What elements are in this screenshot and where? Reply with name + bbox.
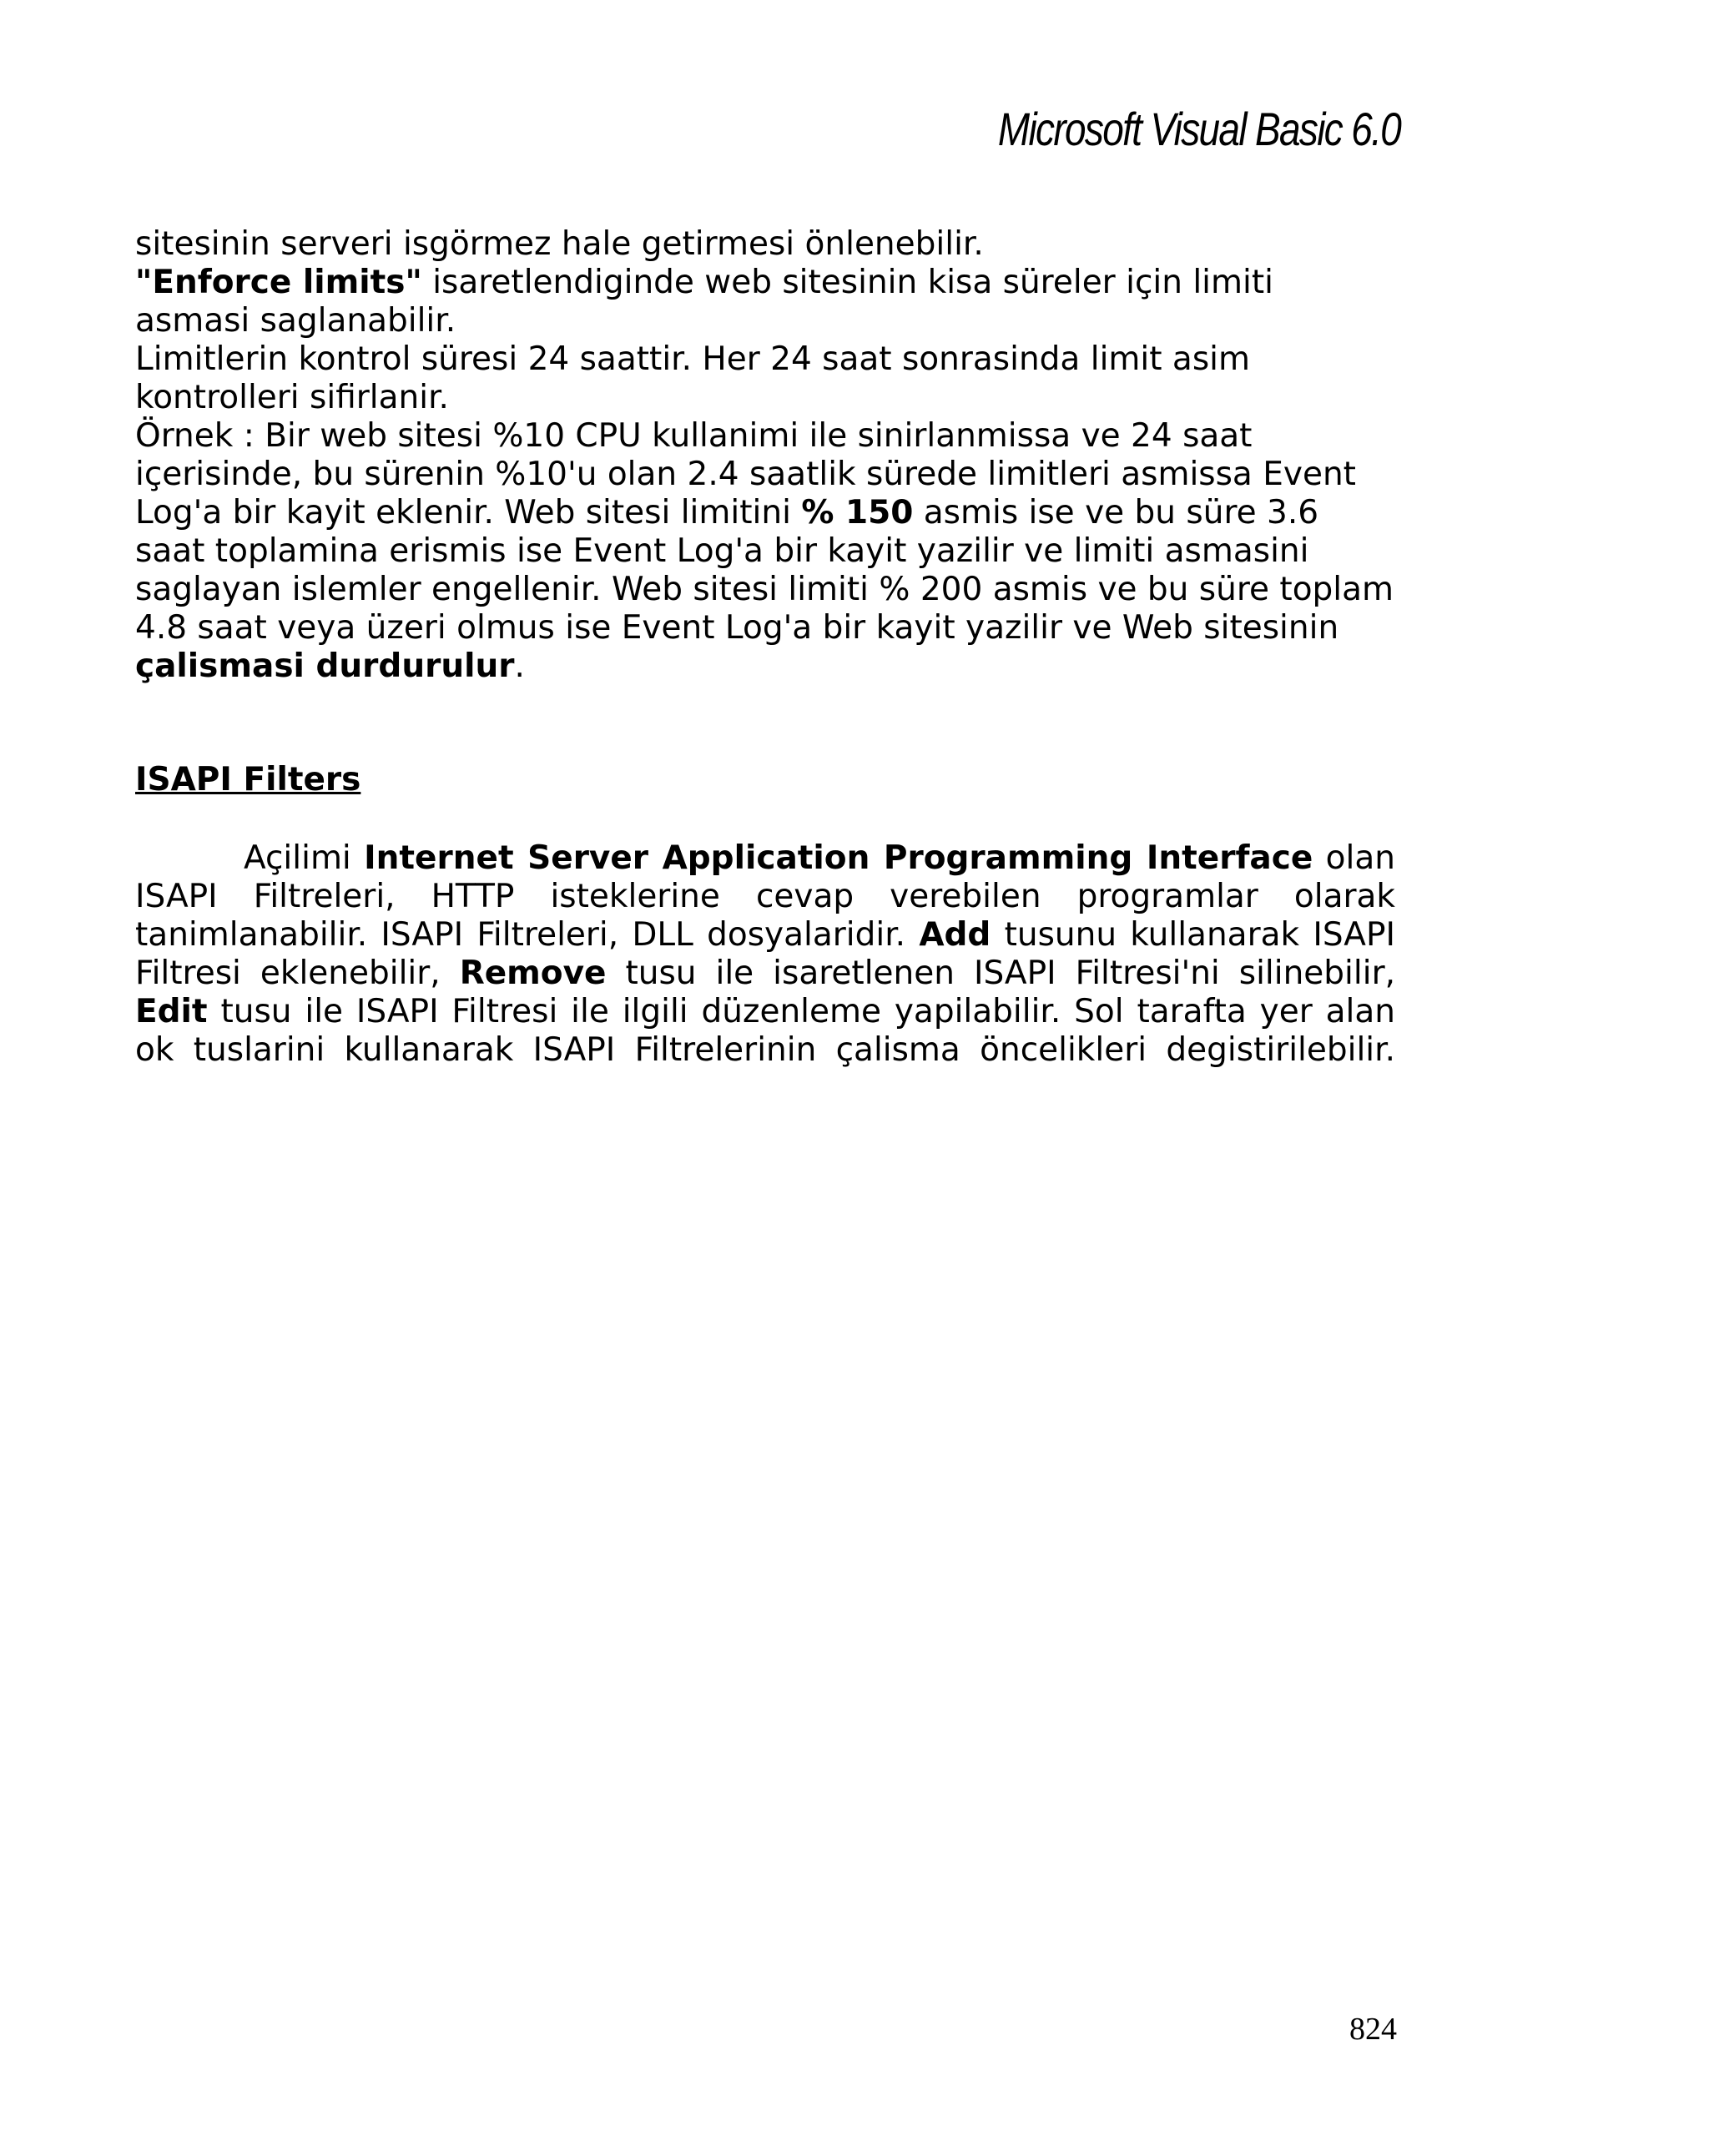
isapi-text-3: tusu ile isaretlenen ISAPI Filtresi'ni silinebilir,	[606, 955, 1395, 992]
page-number: 824	[1349, 2012, 1397, 2047]
example-text-end: .	[514, 647, 525, 685]
edit-button-label: Edit	[135, 993, 208, 1030]
enforce-limits-text: isaretlendiginde web sitesinin kisa süreler için limiti asmasi saglanabilir.	[135, 264, 1273, 340]
paragraph-limit-reset: Limitlerin kontrol süresi 24 saattir. Her 24 saat sonrasinda limit asim kontrolleri sifirlanir.	[135, 340, 1250, 416]
example-text-2: asmis ise ve bu süre 3.6 saat toplamina erismis ise Event Log'a bir kayit yazilir ve limiti asmasini saglayan islemler engellenir. Web sitesi limiti % 200 asmis ve bu süre toplam 4.8 saat veya üzeri olmus ise Event Log'a bir kayit yazilir ve Web sitesinin	[135, 494, 1394, 647]
limits-text-block	[135, 225, 1395, 686]
isapi-text-1: olan ISAPI Filtreleri, HTTP isteklerine cevap verebilen programlar olarak tanimlanabilir. ISAPI Filtreleri, DLL dosyalaridir.	[135, 839, 1395, 954]
paragraph-enforce-limits	[135, 264, 1395, 340]
isapi-acronym-expansion: Internet Server Application Programming Interface	[364, 839, 1313, 877]
example-bold-percent: % 150	[801, 494, 914, 531]
isapi-text-start: Açilimi	[244, 839, 365, 877]
paragraph-server-line: sitesinin serveri isgörmez hale getirmesi önlenebilir.	[135, 225, 984, 263]
example-bold-stopped: çalismasi durdurulur	[135, 647, 515, 685]
remove-button-label: Remove	[459, 955, 607, 992]
isapi-filters-text-block	[135, 839, 1395, 1070]
add-button-label: Add	[919, 916, 991, 954]
isapi-text-4: tusu ile ISAPI Filtresi ile ilgili düzenleme yapilabilir. Sol tarafta yer alan ok tuslarini kullanarak ISAPI Filtrelerinin çalisma öncelikleri degistirilebilir.	[135, 993, 1395, 1069]
section-heading-isapi-filters: ISAPI Filters	[135, 761, 361, 798]
isapi-text-2: tusunu kullanarak ISAPI Filtresi eklenebilir,	[135, 916, 1396, 992]
paragraph-example	[135, 417, 1395, 686]
enforce-limits-label: "Enforce limits"	[135, 264, 422, 301]
running-header-title: Microsoft Visual Basic 6.0	[997, 103, 1400, 155]
paragraph-isapi-description	[135, 839, 1395, 1070]
example-text-1: Örnek : Bir web sitesi %10 CPU kullanimi ile sinirlanmissa ve 24 saat içerisinde, bu sürenin %10'u olan 2.4 saatlik sürede limitleri asmissa Event Log'a bir kayit eklenir. Web sitesi limitini	[135, 417, 1356, 531]
